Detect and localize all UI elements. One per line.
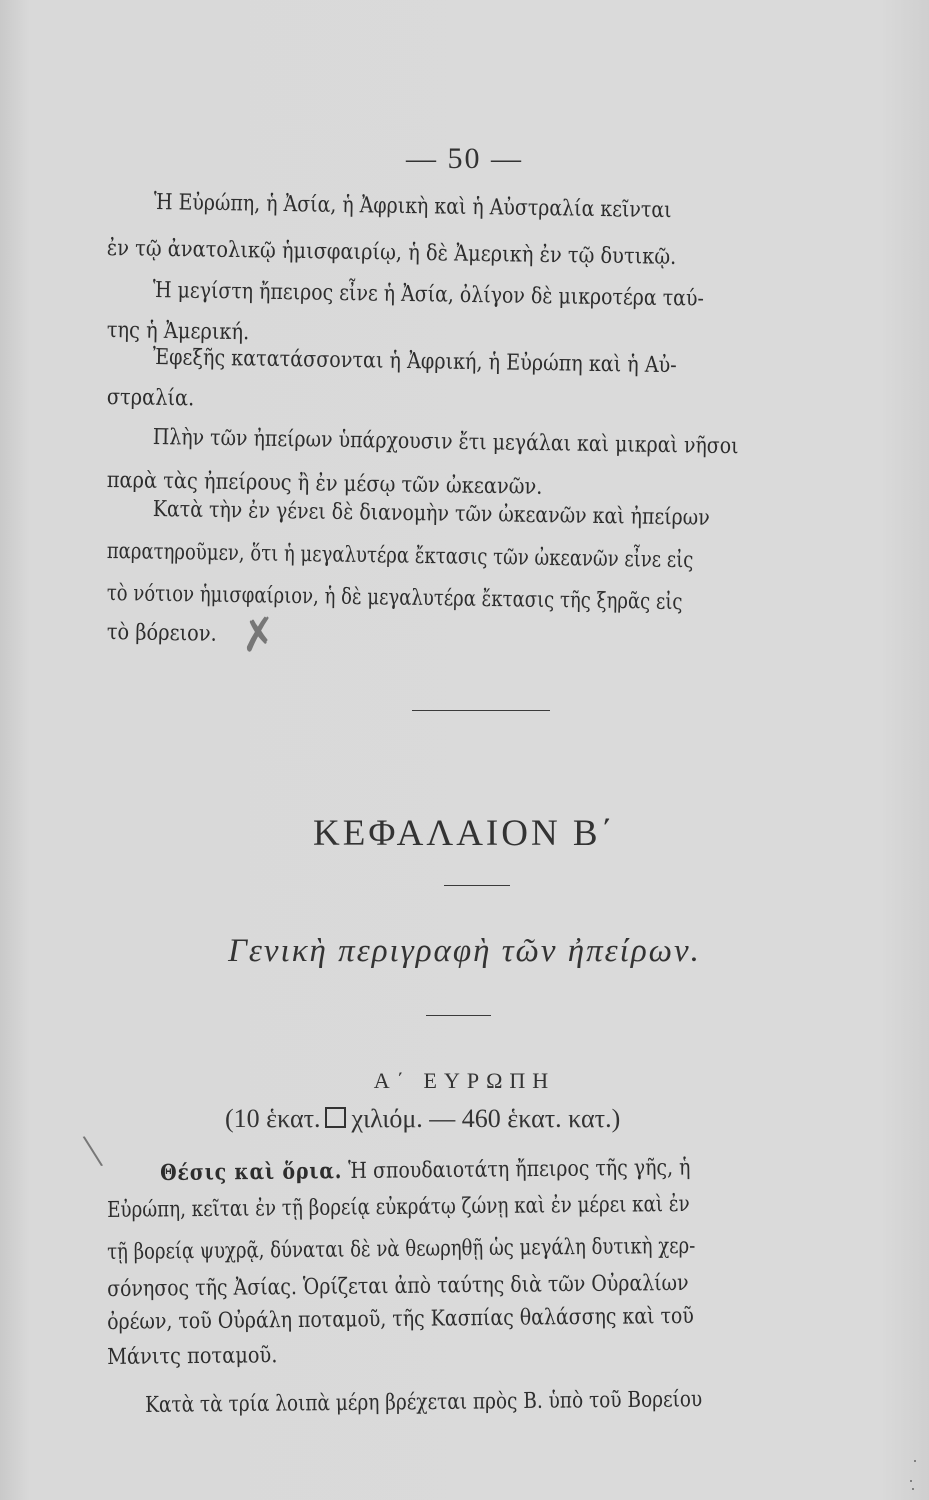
- section-title: Α΄ ΕΥΡΩΠΗ: [373, 1068, 556, 1093]
- section-lead: Θέσις καὶ ὅρια.: [160, 1158, 343, 1186]
- text-line: σόνησος τῆς Ἀσίας. Ὁρίζεται ἀπὸ ταύτης διὰ τῶν Οὐραλίων: [107, 1270, 689, 1302]
- text-line: Εὐρώπη, κεῖται ἐν τῇ βορείᾳ εὐκράτῳ ζώνῃ καὶ ἐν μέρει καὶ ἐν: [107, 1191, 690, 1223]
- stats-rest: χιλιόμ. — 460 ἑκατ. κατ.): [351, 1104, 621, 1133]
- text-line: Ἡ μεγίστη ἤπειρος εἶνε ἡ Ἀσία, ὀλίγον δὲ μικροτέρα ταύ-: [152, 278, 705, 312]
- paper-speck: [914, 1460, 916, 1462]
- text-line: Πλὴν τῶν ἠπείρων ὑπάρχουσιν ἔτι μεγάλαι καὶ μικραὶ νῆσοι: [152, 425, 739, 460]
- text-line: στραλία.: [106, 385, 195, 412]
- text-line: [160, 1154, 691, 1186]
- section-divider: [412, 710, 550, 711]
- subtitle-divider: [426, 1015, 491, 1016]
- text-line: Ἡ Εὐρώπη, ἡ Ἀσία, ἡ Ἀφρικὴ καὶ ἡ Αὐστραλία κεῖνται: [153, 190, 672, 224]
- title-divider: [444, 885, 510, 886]
- page-number: — 50 —: [406, 142, 523, 175]
- stats-area: (10 ἑκατ.: [225, 1104, 321, 1133]
- text-line: της ἡ Ἀμερική.: [106, 318, 250, 346]
- text-line-rest: Ἡ σπουδαιοτάτη ἤπειρος τῆς γῆς, ἡ: [342, 1155, 691, 1185]
- square-icon: [325, 1107, 346, 1128]
- text-line: Μάνιτς ποταμοῦ.: [107, 1343, 278, 1370]
- chapter-title: ΚΕΦΑΛΑΙΟΝ Β΄: [313, 813, 616, 854]
- section-stats: [225, 1104, 620, 1134]
- paper-speck: [910, 1480, 912, 1482]
- pencil-mark: \: [80, 1127, 106, 1175]
- text-line: ἐν τῷ ἀνατολικῷ ἡμισφαιρίῳ, ἡ δὲ Ἀμερικὴ ἐν τῷ δυτικῷ.: [106, 236, 677, 270]
- text-line: ὀρέων, τοῦ Οὐράλη ποταμοῦ, τῆς Κασπίας θαλάσσης καὶ τοῦ: [107, 1303, 695, 1335]
- text-line: Κατὰ τὴν ἐν γένει δὲ διανομὴν τῶν ὠκεανῶν καὶ ἠπείρων: [152, 497, 710, 531]
- text-line: τῇ βορείᾳ ψυχρᾷ, δύναται δὲ νὰ θεωρηθῇ ὡς μεγάλη δυτικὴ χερ-: [107, 1233, 696, 1265]
- text-line: Ἐφεξῆς κατατάσσονται ἡ Ἀφρική, ἡ Εὐρώπη καὶ ἡ Αὐ-: [152, 345, 677, 379]
- pencil-mark: ✗: [236, 607, 281, 664]
- text-line: τὸ βόρειον.: [106, 620, 217, 647]
- text-line: παρὰ τὰς ἠπείρους ἢ ἐν μέσῳ τῶν ὠκεανῶν.: [106, 468, 543, 500]
- text-line: τὸ νότιον ἡμισφαίριον, ἡ δὲ μεγαλυτέρα ἔκτασις τῆς ξηρᾶς εἰς: [106, 581, 683, 616]
- text-line: Κατὰ τὰ τρία λοιπὰ μέρη βρέχεται πρὸς Β. ὑπὸ τοῦ Βορείου: [145, 1387, 703, 1418]
- chapter-subtitle: Γενικὴ περιγραφὴ τῶν ἠπείρων.: [228, 933, 701, 969]
- text-line: παρατηροῦμεν, ὅτι ἡ μεγαλυτέρα ἔκτασις τῶν ὠκεανῶν εἶνε εἰς: [106, 539, 694, 574]
- paper-speck: [912, 1488, 914, 1490]
